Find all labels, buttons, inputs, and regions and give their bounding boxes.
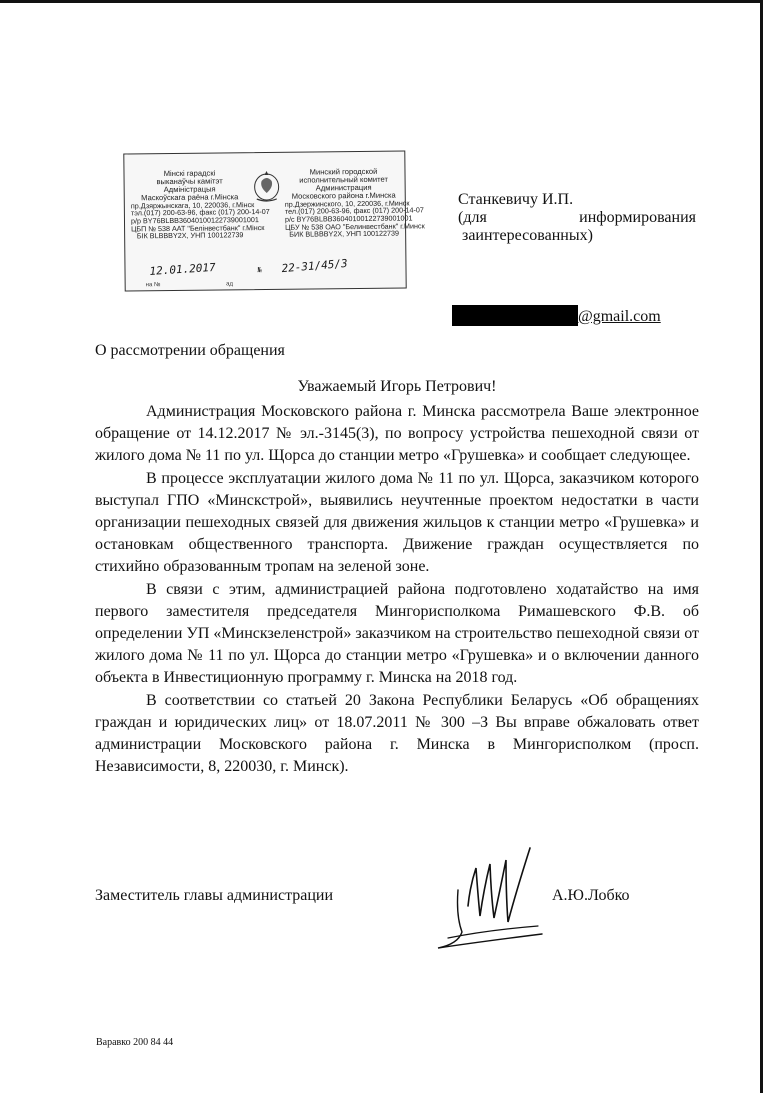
- body-paragraph: В связи с этим, администрацией района подготовлено ходатайство на имя первого заместителя председателя Мингорисполкома Римашевского Ф.В. об определении УП «Минскзеленстрой» заказчиком на строительство пешеходной связи от жилого дома № 11 по ул. Щорса до станции метро «Грушевка» и о включении данного объекта в Инвестиционную программу г. Минска на 2018 год.: [95, 580, 699, 687]
- body-paragraph: В соответствии со статьей 20 Закона Республики Беларусь «Об обращениях граждан и юридических лиц» от 18.07.2011 № 300 –З Вы вправе обжаловать ответ администрации Московского района г. Минска в Мингорисполком (просп. Независимости, 8, 220030, г. Минск).: [95, 691, 699, 776]
- addressee-line3: заинтересованных): [462, 227, 593, 244]
- stamp-line: Московского района г.Минска: [291, 190, 396, 201]
- stamp-line: БІК BLBBBY2X, УНП 100122739: [136, 230, 244, 241]
- stamp-line: Мінскі гарадскі: [163, 168, 216, 179]
- salutation: Уважаемый Игорь Петрович!: [297, 378, 497, 395]
- body-paragraph: Администрация Московского района г. Минска рассмотрела Ваше электронное обращение от 14.12.2017 № эл.-3145(3), по вопросу устройства пешеходной связи от жилого дома № 11 по ул. Щорса до станции метро «Грушевка» и сообщает следующее.: [95, 403, 699, 465]
- letter-body: [95, 401, 699, 778]
- stamp-line: тэл.(017) 200-63-96, факс (017) 200-14-07: [130, 207, 270, 218]
- email-line: [452, 305, 661, 326]
- handwritten-signature: [418, 846, 548, 966]
- stamp-number: 22-31/45/3: [281, 256, 349, 276]
- stamp-line: выканаўчы камітэт: [156, 176, 223, 187]
- redaction-box: [452, 305, 578, 326]
- stamp-footer: [146, 281, 233, 288]
- stamp-line: пр.Дзержинского, 10, 220036, г.Минск: [284, 198, 410, 209]
- addressee-line2-left: (для: [458, 209, 487, 226]
- stamp-line: Минский городской: [309, 166, 378, 177]
- stamp-foot-left: на №: [145, 282, 161, 289]
- stamp-russian-column: [284, 166, 425, 239]
- addressee-name: Станкевичу И.П.: [458, 191, 574, 208]
- stamp-line: Адміністрацыя: [163, 184, 216, 194]
- stamp-line: тел.(017) 200-63-96, факс (017) 200-14-07: [284, 205, 424, 217]
- stamp-line: ЦБУ № 538 ОАО "Белинвестбанк" г.Минск: [285, 220, 425, 232]
- stamp-foot-right: ад: [226, 281, 233, 288]
- executor-footnote: Варавко 200 84 44: [96, 1037, 174, 1048]
- stamp-line: р/с BY76BLBB36040100122739001001: [284, 213, 413, 224]
- state-emblem-icon: [251, 169, 281, 203]
- stamp-line: Маскоўскага раёна г.Мінска: [141, 192, 239, 203]
- addressee-line2: [458, 209, 696, 227]
- letter-subject: О рассмотрении обращения: [95, 342, 285, 359]
- signatory-title: Заместитель главы администрации: [95, 887, 334, 904]
- stamp-no-label: №: [257, 266, 262, 275]
- scan-edge-top: [0, 0, 763, 3]
- stamp-line: ЦБП № 538 ААТ "Белінвестбанк" г.Мінск: [131, 222, 265, 233]
- stamp-line: пр.Дзяржынскага, 10, 220036, г.Мінск: [130, 199, 255, 211]
- stamp-line: БИК BLBBBY2X, УНП 100122739: [289, 228, 400, 239]
- stamp-date: 12.01.2017: [149, 260, 217, 278]
- stamp-belarusian-column: [130, 168, 270, 241]
- addressee-block: [458, 191, 696, 245]
- body-paragraph: В процессе эксплуатации жилого дома № 11 по ул. Щорса, заказчиком которого выступал ГПО «Минскстрой», выявились неучтенные проектом недостатки в части организации пешеходных связей для движения жильцов к станции метро «Грушевка» и остановкам общественного транспорта. Движение граждан осуществляется по стихийно образованным тропам на зеленой зоне.: [95, 469, 699, 576]
- official-stamp: [123, 151, 425, 292]
- stamp-line: исполнительный комитет: [299, 174, 388, 185]
- stamp-line: р/р BY76BLBB36040100122739001001: [130, 215, 259, 226]
- email-address: @gmail.com: [578, 308, 661, 325]
- addressee-line2-right: информирования: [579, 209, 696, 226]
- stamp-line: Администрация: [315, 182, 372, 193]
- signatory-name: А.Ю.Лобко: [552, 887, 630, 904]
